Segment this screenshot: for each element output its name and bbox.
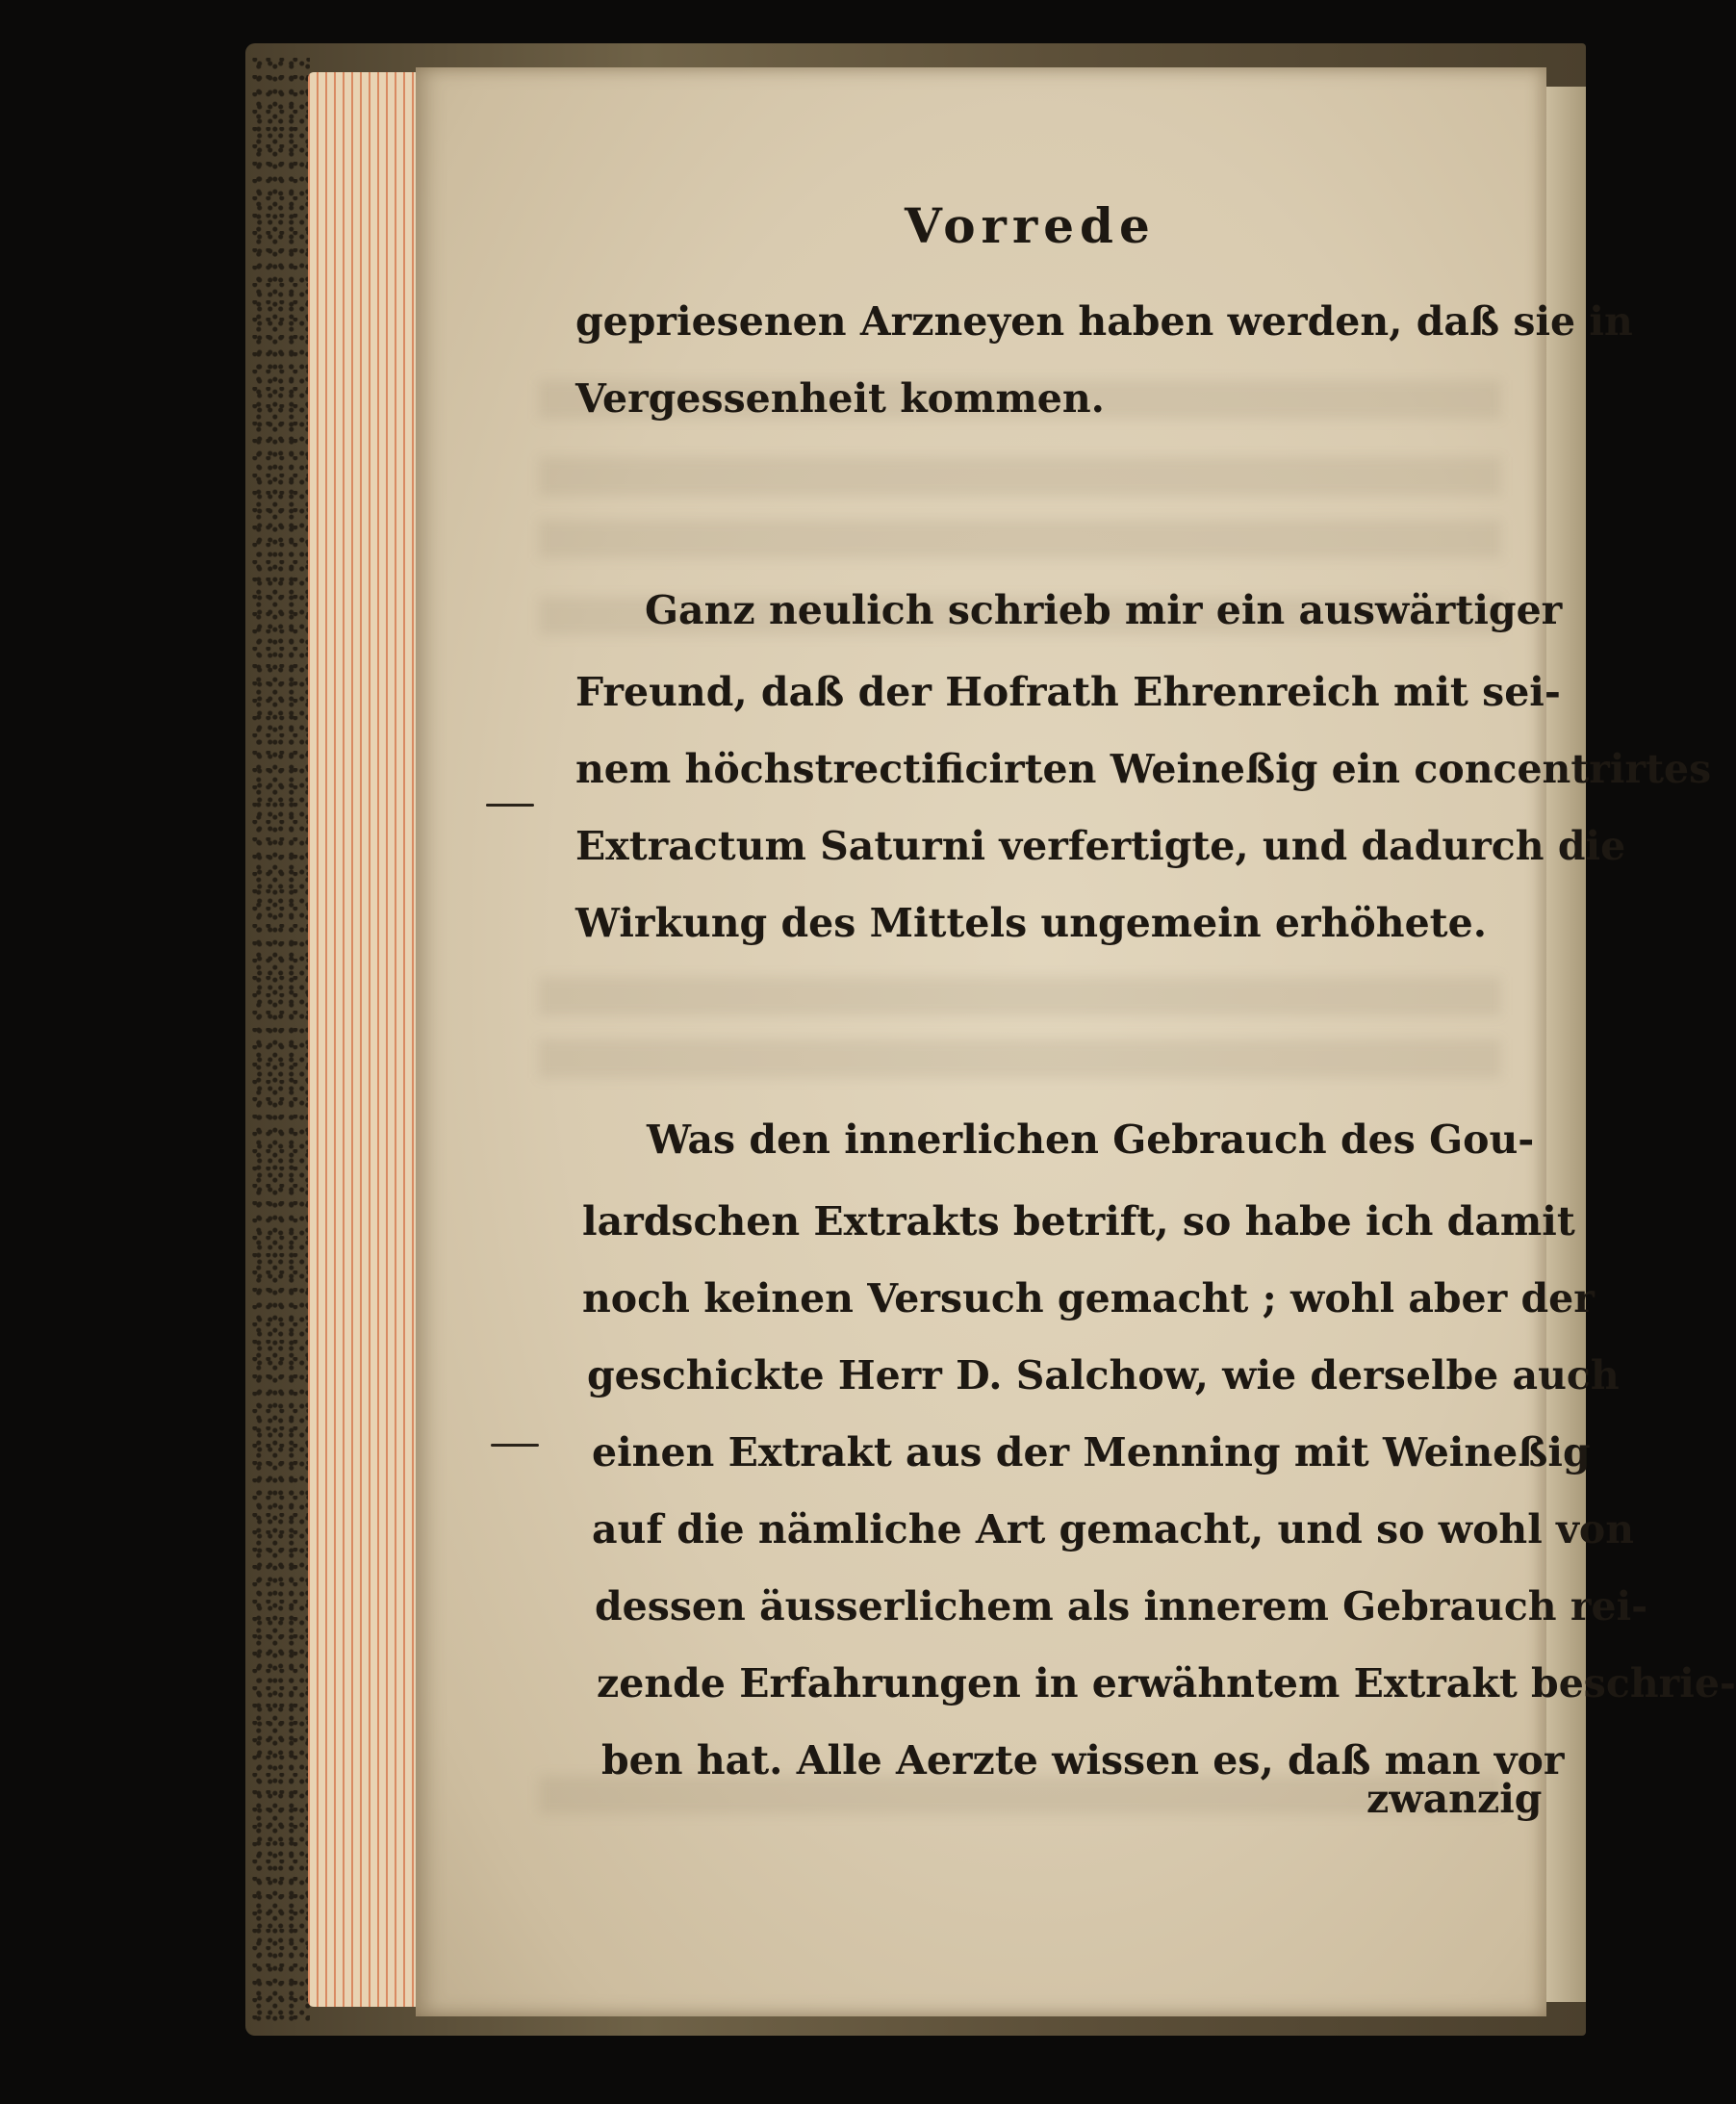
- text-line: Extractum Saturni verfertigte, und dadurch die: [575, 823, 1626, 869]
- text-line: auf die nämliche Art gemacht, und so wohl von: [592, 1506, 1635, 1552]
- text-line: Wirkung des Mittels ungemein erhöhete.: [575, 900, 1487, 946]
- running-header: Vorrede: [905, 197, 1156, 254]
- text-line: lardschen Extrakts betrift, so habe ich damit: [582, 1198, 1575, 1244]
- text-line: dessen äusserlichem als innerem Gebrauch rei-: [595, 1583, 1648, 1629]
- text-line: einen Extrakt aus der Menning mit Weineßig: [592, 1429, 1591, 1475]
- text-line: gepriesenen Arzneyen haben werden, daß sie in: [575, 298, 1633, 345]
- text-line: Was den innerlichen Gebrauch des Gou-: [647, 1116, 1535, 1163]
- text-line: nem höchstrectificirten Weineßig ein concentrirtes: [575, 746, 1712, 792]
- text-line: geschickte Herr D. Salchow, wie derselbe auch: [587, 1352, 1620, 1398]
- catchword: zwanzig: [1366, 1776, 1543, 1822]
- text-line: noch keinen Versuch gemacht ; wohl aber der: [582, 1275, 1595, 1321]
- text-line: ben hat. Alle Aerzte wissen es, daß man vor: [601, 1737, 1565, 1783]
- text-line: Freund, daß der Hofrath Ehrenreich mit sei-: [575, 669, 1561, 715]
- text-line: Vergessenheit kommen.: [575, 375, 1105, 422]
- text-line: zende Erfahrungen in erwähntem Extrakt beschrie-: [597, 1660, 1736, 1706]
- text-line: Ganz neulich schrieb mir ein auswärtiger: [645, 587, 1563, 633]
